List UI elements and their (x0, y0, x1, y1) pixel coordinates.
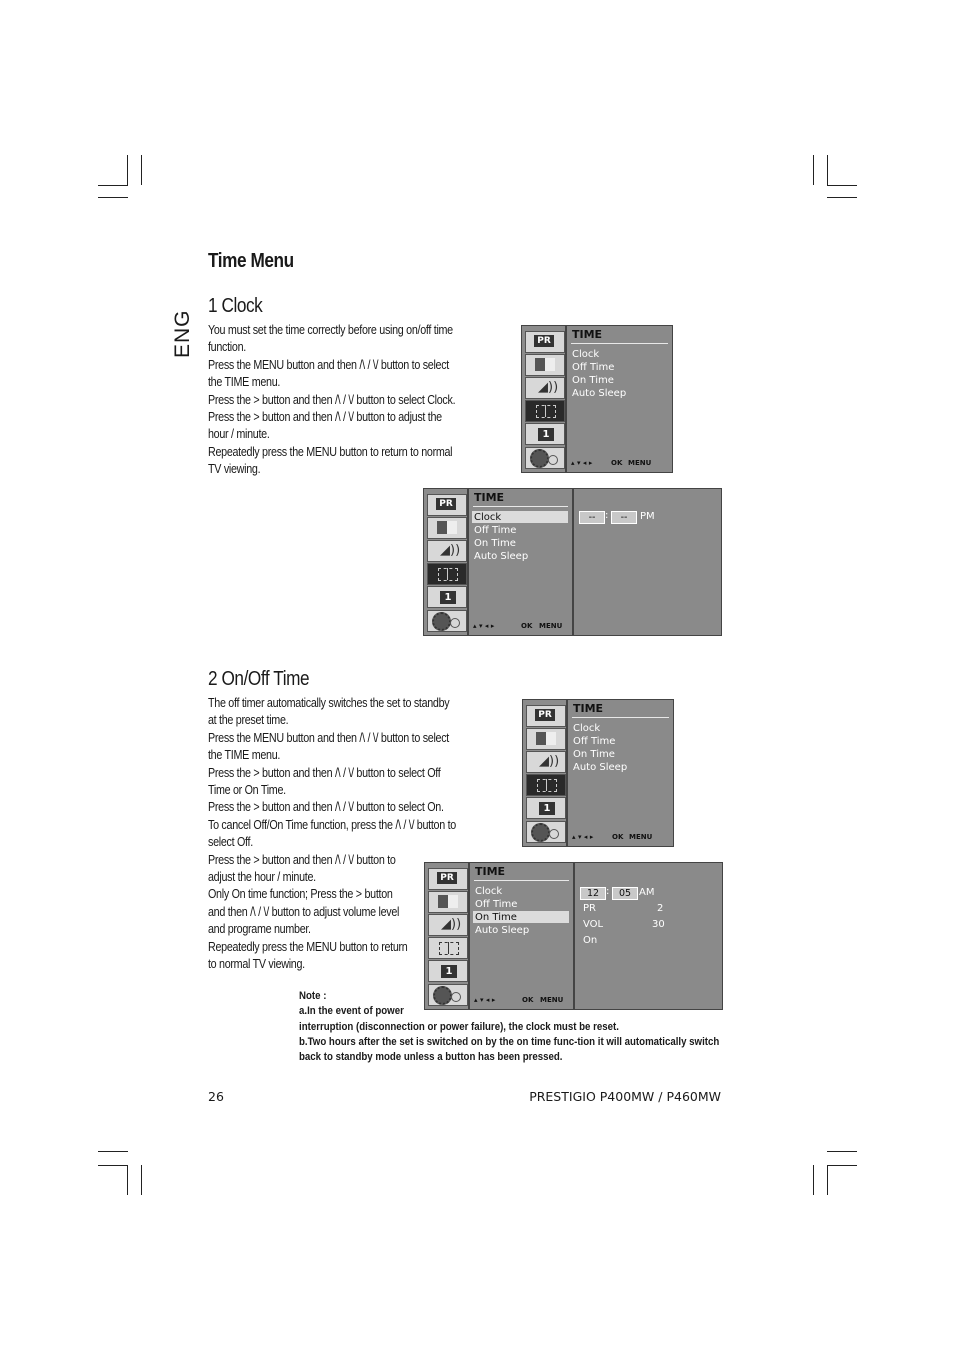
pr-icon: PR (427, 494, 467, 516)
clock-setting-panel: -- : -- PM (573, 488, 722, 636)
paragraph: Press the > button and then /\ / \/ button to select Clock. (208, 392, 456, 407)
time-icon (525, 400, 565, 422)
picture-icon (428, 891, 468, 913)
on-time-ampm: AM (639, 887, 655, 898)
time-icon (428, 937, 468, 959)
sound-icon: ◢)) (427, 540, 467, 562)
clock-instructions (208, 322, 456, 479)
osd-icon-column (521, 325, 566, 473)
nav-arrows-icon: ▴ ▾ ◂ ▸ (474, 996, 496, 1004)
osd-icon-column (423, 488, 468, 636)
osd-menu-panel (567, 699, 674, 847)
paragraph: Press the MENU button and then /\ / \/ button to select the TIME menu. (208, 357, 450, 390)
crop-mark (813, 155, 814, 185)
crop-mark (827, 1151, 857, 1152)
menu-item-auto-sleep: Auto Sleep (573, 762, 628, 773)
osd-menu-panel (566, 325, 673, 473)
menu-item-auto-sleep: Auto Sleep (474, 551, 529, 562)
sound-icon: ◢)) (525, 377, 565, 399)
vol-value: 30 (652, 919, 665, 930)
clock-ampm: PM (640, 511, 655, 522)
menu-item-off-time: Off Time (474, 525, 517, 536)
on-time-minute-field: 05 (612, 887, 638, 900)
note-a-continued: interruption (disconnection or power failure), the clock must be reset. (299, 1020, 619, 1033)
crop-mark (813, 1165, 814, 1195)
channel-icon: 1 (525, 423, 565, 445)
section-heading-on-off-time: 2 On/Off Time (208, 668, 310, 690)
menu-item-on-time: On Time (573, 749, 615, 760)
menu-item-clock: Clock (572, 349, 600, 360)
crop-mark (98, 1165, 128, 1166)
setup-gear-icon (526, 821, 566, 843)
paragraph: Repeatedly press the MENU button to return to normal TV viewing. (208, 939, 408, 972)
pr-icon: PR (526, 705, 566, 727)
paragraph: You must set the time correctly before using on/off time function. (208, 323, 453, 355)
menu-item-on-time: On Time (474, 538, 516, 549)
menu-item-auto-sleep: Auto Sleep (475, 925, 530, 936)
sound-icon: ◢)) (428, 914, 468, 936)
channel-icon: 1 (428, 960, 468, 982)
menu-title: TIME (475, 865, 506, 878)
nav-arrows-icon: ▴ ▾ ◂ ▸ (572, 833, 594, 841)
on-state: On (583, 935, 598, 946)
nav-arrows-icon: ▴ ▾ ◂ ▸ (571, 459, 593, 467)
setup-gear-icon (525, 447, 565, 469)
clock-hour-field: -- (579, 511, 605, 524)
crop-mark (98, 1151, 128, 1152)
picture-icon (427, 517, 467, 539)
paragraph: Repeatedly press the MENU button to return to normal TV viewing. (208, 444, 453, 477)
nav-arrows-icon: ▴ ▾ ◂ ▸ (473, 622, 495, 630)
sound-icon: ◢)) (526, 751, 566, 773)
picture-icon (525, 354, 565, 376)
picture-icon (526, 728, 566, 750)
osd-button-bar: ▴ ▾ ◂ ▸ OK MENU (474, 996, 564, 1004)
menu-item-on-time: On Time (572, 375, 614, 386)
on-off-time-instructions (208, 695, 457, 974)
crop-mark (827, 1165, 857, 1166)
clock-minute-field: -- (611, 511, 637, 524)
menu-item-off-time: Off Time (572, 362, 615, 373)
setup-gear-icon (427, 610, 467, 632)
crop-mark (141, 1165, 142, 1195)
paragraph: Press the > button and then /\ / \/ button to adjust the hour / minute. (208, 410, 442, 442)
menu-title: TIME (573, 702, 604, 715)
language-side-label: ENG (171, 309, 194, 358)
osd-button-bar: ▴ ▾ ◂ ▸ OK MENU (571, 459, 652, 467)
channel-icon: 1 (526, 797, 566, 819)
page-title: Time Menu (208, 250, 294, 272)
menu-item-on-time: On Time (475, 912, 517, 923)
page-number: 26 (208, 1089, 224, 1104)
osd-button-bar: ▴ ▾ ◂ ▸ OK MENU (572, 833, 653, 841)
crop-mark (98, 197, 128, 198)
menu-item-clock: Clock (573, 723, 601, 734)
menu-item-clock: Clock (474, 512, 502, 523)
vol-label: VOL (583, 919, 604, 930)
channel-icon: 1 (427, 586, 467, 608)
osd-icon-column (522, 699, 567, 847)
crop-mark (127, 1165, 128, 1195)
crop-mark (141, 155, 142, 185)
crop-mark (827, 185, 857, 186)
note-label: Note : (299, 990, 327, 1002)
osd-button-bar: ▴ ▾ ◂ ▸ OK MENU (473, 622, 563, 630)
crop-mark (827, 1165, 828, 1195)
menu-title: TIME (474, 491, 505, 504)
paragraph: To cancel Off/On Time function, press the /\ / \/ button to select Off. (208, 817, 456, 850)
paragraph: Only On time function; Press the > button and then /\ / \/ button to adjust volume level and programe number. (208, 887, 400, 937)
on-time-setting-panel: 12 : 05 AM PR 2 VOL 30 On (574, 862, 723, 1010)
menu-item-clock: Clock (475, 886, 503, 897)
time-icon (526, 774, 566, 796)
model-name: PRESTIGIO P400MW / P460MW (529, 1089, 721, 1104)
pr-icon: PR (525, 331, 565, 353)
osd-menu-panel (468, 488, 573, 636)
menu-item-off-time: Off Time (573, 736, 616, 747)
menu-item-auto-sleep: Auto Sleep (572, 388, 627, 399)
crop-mark (127, 155, 128, 185)
paragraph: Press the MENU button and then /\ / \/ button to select the TIME menu. (208, 730, 450, 763)
paragraph: Press the > button and then /\ / \/ button to select Off Time or On Time. (208, 765, 441, 798)
crop-mark (827, 155, 828, 185)
paragraph: Press the > button and then /\ / \/ button to adjust the hour / minute. (208, 852, 396, 885)
pr-label: PR (583, 903, 596, 914)
osd-icon-column (424, 862, 469, 1010)
on-time-hour-field: 12 (580, 887, 606, 900)
osd-menu-panel (469, 862, 574, 1010)
note-block (299, 989, 723, 1065)
menu-item-off-time: Off Time (475, 899, 518, 910)
menu-title: TIME (572, 328, 603, 341)
section-heading-clock: 1 Clock (208, 295, 263, 317)
note-a: a.In the event of power (299, 1005, 404, 1018)
note-b: b.Two hours after the set is switched on by the on time func-tion it will automatically switch back to standby mode unless a button has been pressed. (299, 1035, 720, 1064)
paragraph: Press the > button and then /\ / \/ button to select On. (208, 800, 444, 815)
crop-mark (98, 185, 128, 186)
pr-value: 2 (657, 903, 664, 914)
crop-mark (827, 197, 857, 198)
pr-icon: PR (428, 868, 468, 890)
time-icon (427, 563, 467, 585)
paragraph: The off timer automatically switches the set to standby at the preset time. (208, 696, 450, 728)
